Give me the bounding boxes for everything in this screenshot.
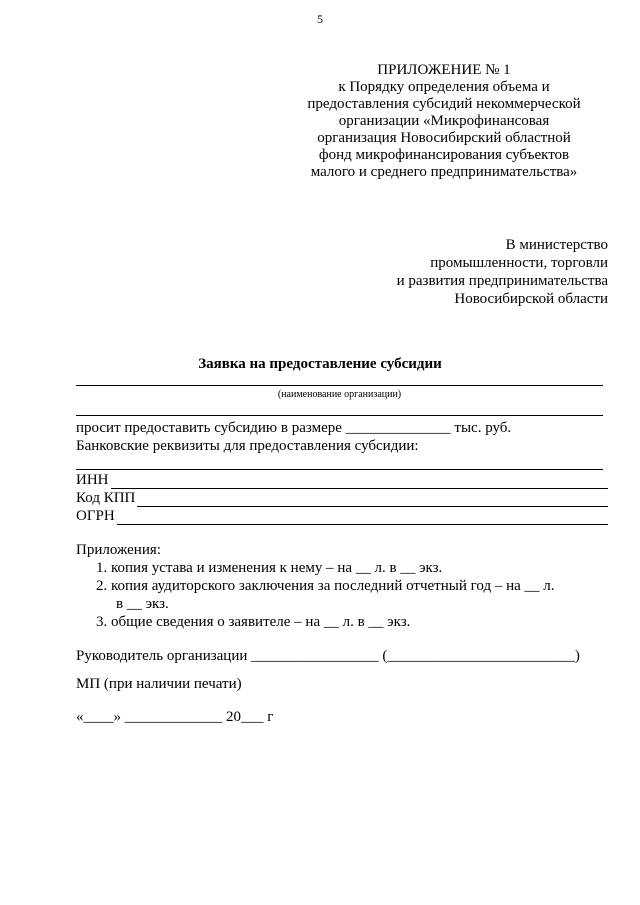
inn-label: ИНН xyxy=(76,472,109,488)
attachments-label: Приложения: xyxy=(76,542,161,558)
page-number: 5 xyxy=(317,12,323,26)
appendix-line: организация Новосибирский областной xyxy=(317,130,571,146)
kpp-row xyxy=(76,490,608,507)
subsidy-request xyxy=(76,420,511,437)
org-name-caption: (наименование организации) xyxy=(277,389,402,400)
kpp-label: Код КПП xyxy=(76,490,136,506)
bank-details-label: Банковские реквизиты для предоставления субсидии: xyxy=(76,438,419,454)
recipient-line: и развития предпринимательства xyxy=(396,273,608,289)
appendix-line: малого и среднего предпринимательства» xyxy=(310,164,578,180)
appendix-line: предоставления субсидий некоммерческой xyxy=(307,96,581,112)
attachment-item-2-cont: в __ экз. xyxy=(116,596,169,612)
org-name-line[interactable] xyxy=(76,385,603,386)
ogrn-row xyxy=(76,508,608,525)
appendix-line: фонд микрофинансирования субъектов xyxy=(318,147,570,163)
form-title: Заявка на предоставление субсидии xyxy=(198,356,442,372)
attachment-item-3: 3. общие сведения о заявителе – на __ л. в __ экз. xyxy=(96,614,411,630)
bank-details-line[interactable] xyxy=(76,469,603,470)
recipient-line: промышленности, торговли xyxy=(430,255,608,271)
appendix-line: организации «Микрофинансовая xyxy=(338,113,550,129)
ogrn-label: ОГРН xyxy=(76,508,115,524)
appendix-line: к Порядку определения объема и xyxy=(338,79,550,95)
appendix-header xyxy=(284,62,604,181)
recipient-block xyxy=(308,236,608,308)
stamp-label: МП (при наличии печати) xyxy=(76,676,242,692)
appendix-line: ПРИЛОЖЕНИЕ № 1 xyxy=(377,62,511,78)
kpp-field[interactable] xyxy=(137,493,608,507)
inn-field[interactable] xyxy=(111,475,609,489)
attachment-item-1: 1. копия устава и изменения к нему – на __ л. в __ экз. xyxy=(96,560,443,576)
recipient-line: Новосибирской области xyxy=(454,291,608,307)
inn-row xyxy=(76,472,608,489)
attachment-item-2: 2. копия аудиторского заключения за последний отчетный год – на __ л. xyxy=(96,578,555,594)
date-line[interactable]: «____» _____________ 20___ г xyxy=(76,709,274,725)
recipient-line: В министерство xyxy=(505,237,608,253)
org-name-line-2[interactable] xyxy=(76,415,603,416)
subsidy-amount-field[interactable]: ______________ xyxy=(345,420,451,436)
ogrn-field[interactable] xyxy=(117,511,608,525)
request-prefix: просит предоставить субсидию в размере xyxy=(76,420,346,436)
head-signature-line[interactable]: Руководитель организации _________________ (_________________________) xyxy=(76,648,580,664)
request-suffix: тыс. руб. xyxy=(450,420,512,436)
